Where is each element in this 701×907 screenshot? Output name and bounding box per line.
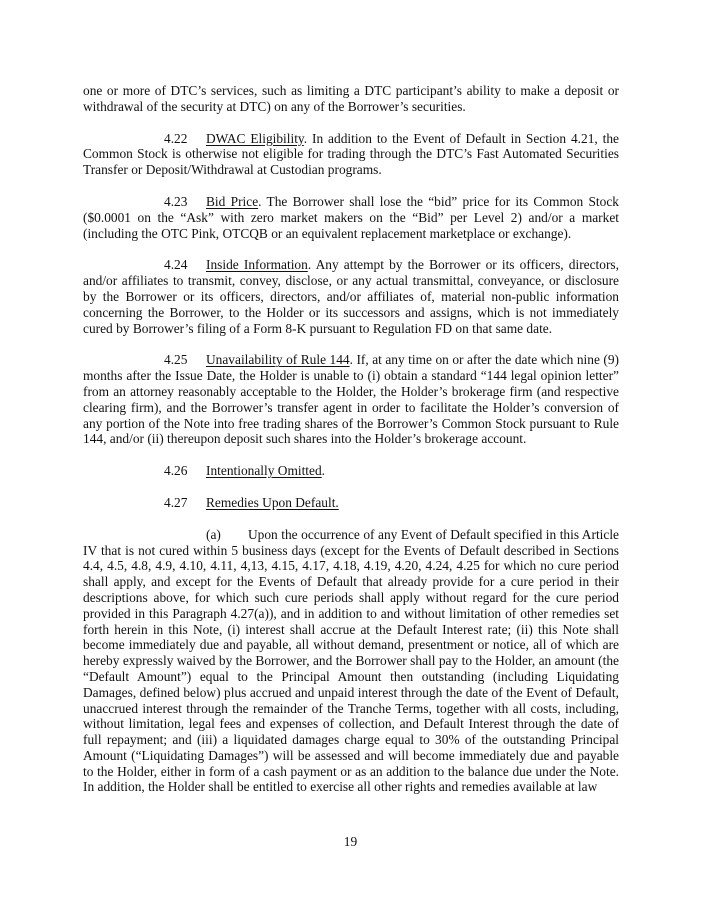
- section-body: . If, at any time on or after the date which nine (9) months after the Issue Date, the Holder is unable to (i) obtain a standard “144 legal opinion letter” from an attorney reasonably acceptable to the Holder, the Holder’s brokerage firm (and respective clearing firm), and the Borrower’s transfer agent in order to facilitate the Holder’s conversion of any portion of the Note into free trading shares of the Borrower’s Common Stock pursuant to Rule 144, and/or (ii) thereupon deposit such shares into the Holder’s brokerage account.: [83, 352, 619, 447]
- section-4-25: [83, 352, 619, 447]
- section-number: 4.25: [164, 352, 188, 368]
- subsection-4-27-a: [83, 527, 619, 796]
- section-body: . The Borrower shall lose the “bid” price for its Common Stock ($0.0001 on the “Ask” with zero market makers on the “Bid” per Level 2) and/or a market (including the OTC Pink, OTCQB or an equivalent replacement marketplace or exchange).: [83, 193, 619, 241]
- document-page: [83, 83, 619, 795]
- section-number: 4.26: [164, 463, 188, 479]
- section-heading: Unavailability of Rule 144: [206, 352, 350, 368]
- section-number: 4.24: [164, 257, 188, 273]
- section-4-26: [83, 463, 619, 479]
- section-body: .: [321, 463, 326, 479]
- section-body: . In addition to the Event of Default in Section 4.21, the Common Stock is otherwise not eligible for trading through the DTC’s Fast Automated Securities Transfer or Deposit/Withdrawal at Custodian programs.: [83, 130, 620, 178]
- subsection-label: (a): [206, 526, 221, 542]
- section-heading: DWAC Eligibility: [206, 130, 304, 146]
- continuation-paragraph: one or more of DTC’s services, such as limiting a DTC participant’s ability to make a deposit or withdrawal of the security at DTC) on any of the Borrower’s securities.: [83, 83, 619, 114]
- section-4-24: [83, 257, 619, 336]
- section-number: 4.27: [164, 494, 188, 510]
- section-4-27: [83, 495, 619, 511]
- section-heading: Inside Information: [206, 257, 308, 273]
- subsection-body: Upon the occurrence of any Event of Default specified in this Article IV that is not cured within 5 business days (except for the Events of Default described in Sections 4.4, 4.5, 4.8, 4.9, 4.10, 4.11, 4,13, 4.15, 4.17, 4.18, 4.19, 4.20, 4.24, 4.25 for which no cure period shall apply, and except for the Events of Default that already provide for a cure period in their descriptions above, for which such cure periods shall apply without regard for the cure period provided in this Paragraph 4.27(a)), and in addition to and without limitation of other remedies set forth herein in this Note, (i) interest shall accrue at the Default Interest rate; (ii) this Note shall become immediately due and payable, all without demand, presentment or notice, all of which are hereby expressly waived by the Borrower, and the Borrower shall pay to the Holder, an amount (the “Default Amount”) equal to the Principal Amount then outstanding (including Liquidating Damages, defined below) plus accrued and unpaid interest through the date of the Event of Default, unaccrued interest through the remainder of the Tranche Terms, together with all costs, including, without limitation, legal fees and expenses of collection, and Default Interest through the date of full repayment; and (iii) a liquidated damages charge equal to 30% of the outstanding Principal Amount (“Liquidating Damages”) will be assessed and will become immediately due and payable to the Holder, either in form of a cash payment or as an addition to the balance due under the Note. In addition, the Holder shall be entitled to exercise all other rights and remedies available at law: [83, 526, 619, 795]
- section-number: 4.23: [164, 193, 188, 209]
- section-4-22: [83, 131, 619, 178]
- section-heading: Bid Price: [206, 193, 259, 209]
- page-number: 19: [343, 834, 358, 849]
- section-heading: Intentionally Omitted: [206, 463, 322, 479]
- section-body: . Any attempt by the Borrower or its officers, directors, and/or affiliates to transmit, convey, disclose, or any actual transmittal, conveyance, or disclosure by the Borrower or its officers, directors, and/or affiliates of, material non-public information concerning the Borrower, to the Holder or its successors and assigns, which is not immediately cured by Borrower’s filing of a Form 8-K pursuant to Regulation FD on that same date.: [83, 257, 619, 336]
- section-4-23: [83, 194, 619, 241]
- section-number: 4.22: [164, 130, 188, 146]
- section-heading: Remedies Upon Default.: [206, 494, 339, 510]
